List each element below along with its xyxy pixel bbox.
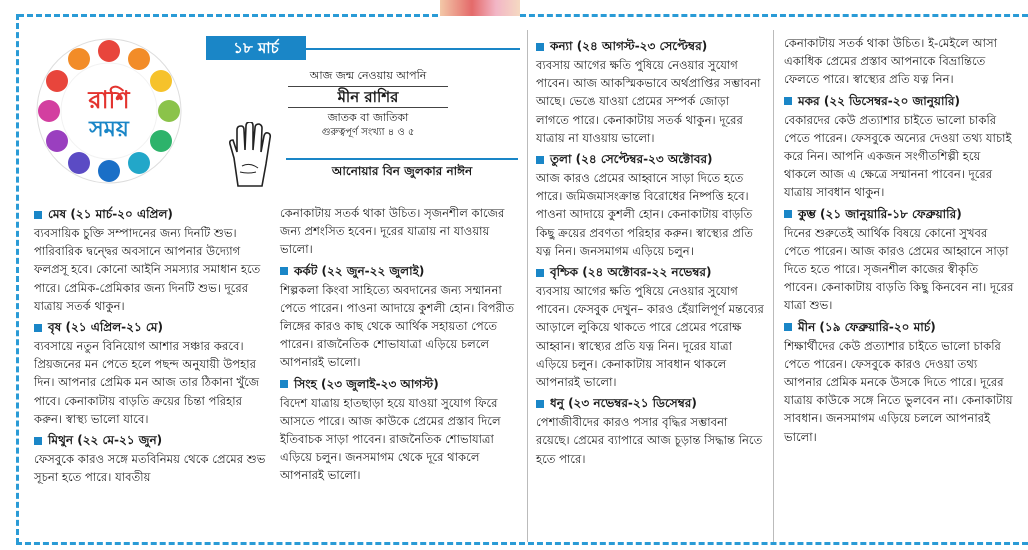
lucky-numbers: গুরুত্বপূর্ণ সংখ্যা ৪ ও ৫ (321, 127, 415, 138)
logo-word-top: রাশি (88, 86, 130, 114)
sign-text-kumbha: দিনের শুরুতেই আর্থিক বিষয়ে কোনো সুখবর পেতে পারেন। আজ কারও প্রেমের আহ্বানে সাড়া দিতে হতে পারে। সৃজনশীল কাজের স্বীকৃতি পাবেন। কেনাকাটায় বাড়তি কিছু কিনবেন না। দূরের যাত্রা শুভ। (784, 225, 1014, 313)
sign-heading-tula (536, 150, 764, 169)
dashed-frame-left (16, 14, 19, 544)
dashed-frame-top (18, 14, 438, 17)
sign-text-mithun: ফেসবুকে কারও সঙ্গে মতবিনিময় থেকে প্রেমের শুভ সূচনা হতে পারে। যাবতীয় (34, 452, 266, 485)
bullet-square-icon (536, 269, 544, 277)
bullet-square-icon (280, 267, 288, 275)
sign-name: মীন রাশির (288, 86, 448, 108)
sign-heading-meen (784, 318, 1014, 337)
column-3 (536, 34, 764, 468)
sign-heading-text: বৃশ্চিক (২৪ অক্টোবর-২২ নভেম্বর) (550, 265, 712, 280)
sign-heading-dhanu (536, 394, 764, 413)
author-byline: আনোয়ার বিন জুলকার নাঈন (286, 158, 518, 182)
sign-heading-kumbha (784, 205, 1014, 224)
sign-heading-text: কন্যা (২৪ আগস্ট-২৩ সেপ্টেম্বর) (550, 39, 708, 53)
sign-text-meen: শিক্ষার্থীদের কেউ প্রত্যাশার চাইতে ভালো চাকরি পেতে পারেন। ফেসবুকে কারও দেওয়া তথ্য আপনার প্রেমিক মনকে উসকে দিতে পারে। দূরের যাত্রায় কাউকে সঙ্গে নিতে ভুলবেন না। কেনাকাটায় সাবধান। জনসমাগম এড়িয়ে চললে আপনারই ভালো। (784, 338, 1013, 444)
sign-text-karkat: শিল্পকলা কিংবা সাহিত্যে অবদানের জন্য সম্মাননা পেতে পারেন। পাওনা আদায়ে কুশলী হোন। বিপরীত লিঙ্গের কারও কাছ থেকে আর্থিক সহায়তা পেতে পারেন। রাজনৈতিক শোভাযাত্রা এড়িয়ে চললে আপনারই ভালো। (280, 282, 515, 370)
sign-heading-mesh (34, 205, 270, 224)
column-divider (773, 30, 774, 542)
column-4 (784, 34, 1014, 446)
bullet-square-icon (280, 380, 288, 388)
column-divider (527, 30, 528, 542)
sign-heading-brishchik (536, 263, 764, 282)
dashed-frame-bottom (16, 542, 1028, 545)
sign-text-brish: ব্যবসায়ে নতুন বিনিয়োগ আশার সঞ্চার করবে। প্রিয়জনের মন পেতে হলে পছন্দ অনুযায়ী উপহার দিন। আপনার প্রেমিক মন আজ তার ঠিকানা খুঁজে পাবে। কেনাকাটায় বাড়তি ক্রয়ের চিন্তা পরিহার করুন। স্বাস্থ্য ভালো যাবে। (34, 339, 260, 426)
sign-text-singha: বিদেশ যাত্রায় হাতছাড়া হয়ে যাওয়া সুযোগ ফিরে আসতে পারে। আজ কাউকে প্রেমের প্রস্তাব দিলে ইতিবাচক সাড়া পাবেন। রাজনৈতিক শোভাযাত্রা এড়িয়ে চলুন। জনসমাগম থেকে দূরে থাকলে আপনারই ভালো। (280, 395, 501, 483)
sign-heading-text: মীন (১৯ ফেব্রুয়ারি-২০ মার্চ) (798, 319, 936, 334)
bullet-square-icon (34, 324, 42, 332)
jatok-line: জাতক বা জাতিকা (327, 111, 409, 124)
sign-heading-singha (280, 375, 518, 394)
dashed-frame-top-right (520, 14, 1028, 17)
bullet-square-icon (784, 323, 792, 331)
date-rule (306, 48, 520, 50)
header-card (24, 30, 524, 192)
sign-text-mithun-continued: কেনাকাটায় সতর্ক থাকা উচিত। সৃজনশীল কাজের জন্য প্রশংসিত হবেন। দূরের যাত্রায় না যাওয়ায় ভালো। (280, 206, 505, 257)
sign-heading-makar (784, 92, 1014, 111)
sign-heading-text: সিংহ (২৩ জুলাই-২৩ আগস্ট) (294, 376, 439, 391)
sign-heading-mithun (34, 431, 270, 450)
bullet-square-icon (34, 437, 42, 445)
bullet-square-icon (784, 97, 792, 105)
top-photo-strip (440, 0, 520, 16)
sign-text-dhanu-continued: কেনাকাটায় সতর্ক থাকা উচিত। ই-মেইলে আসা একাধিক প্রেমের প্রস্তাব আপনাকে বিভ্রান্তিতে ফেলতে পারে। স্বাস্থ্যের প্রতি যত্ন নিন। (784, 36, 997, 87)
column-1 (34, 202, 270, 486)
sign-heading-text: ধনু (২৩ নভেম্বর-২১ ডিসেম্বর) (550, 396, 697, 411)
sign-heading-text: তুলা (২৪ সেপ্টেম্বর-২৩ অক্টোবর) (550, 152, 713, 167)
bullet-square-icon (536, 43, 544, 51)
sign-heading-kanya (536, 37, 764, 56)
bullet-square-icon (536, 156, 544, 164)
sign-heading-karkat (280, 262, 518, 281)
sign-heading-text: বৃষ (২১ এপ্রিল-২১ মে) (48, 320, 163, 335)
bullet-square-icon (784, 210, 792, 218)
bullet-square-icon (536, 400, 544, 408)
sign-text-makar: বেকারদের কেউ প্রত্যাশার চাইতে ভালো চাকরি পেতে পারেন। ফেসবুকে অন্যের দেওয়া তথ্য যাচাই করে নিন। আপনি একজন সংগীতশিল্পী হয়ে থাকলে আজ এ ক্ষেত্রে সম্মাননা পাবেন। দূরের যাত্রায় সাবধান থাকুন। (784, 112, 1012, 200)
sign-text-tula: আজ কারও প্রেমের আহ্বানে সাড়া দিতে হতে পারে। জমিজমাসংক্রান্ত বিরোধের নিষ্পত্তি হবে। পাওনা আদায়ে কুশলী হোন। কেনাকাটায় বাড়তি কিছু ক্রয়ের প্রবণতা পরিহার করুন। স্বাস্থ্যের প্রতি যত্ন নিন। জনসমাগম এড়িয়ে চলুন। (536, 171, 753, 258)
date-banner: ১৮ মার্চ (206, 36, 306, 60)
sign-text-mesh: ব্যবসায়িক চুক্তি সম্পাদনের জন্য দিনটি শুভ। পারিবারিক দ্বন্দ্বের অবসানে আপনার উদ্যোগ ফলপ্রসূ হবে। কোনো আইনি সমস্যার সমাধান হতে পারে। প্রেমিক-প্রেমিকার জন্য দিনটি শুভ। দূরের যাত্রায় সতর্ক থাকুন। (34, 226, 261, 313)
intro-line: আজ জন্ম নেওয়ায় আপনি (309, 69, 427, 82)
sign-text-brishchik: ব্যবসায় আগের ক্ষতি পুষিয়ে নেওয়ার সুযোগ পাবেন। ফেসবুক দেখুন– কারও হেঁয়ালিপূর্ণ মন্তব্যের আড়ালে লুকিয়ে থাকতে পারে প্রেমের পরোক্ষ আহ্বান। স্বাস্থ্যের প্রতি যত্ন নিন। দূরের যাত্রা এড়িয়ে চলুন। কেনাকাটায় সাবধান থাকলে আপনারই ভালো। (536, 284, 764, 390)
sign-heading-text: মিথুন (২২ মে-২১ জুন) (48, 433, 163, 448)
sign-heading-text: মেষ (২১ মার্চ-২০ এপ্রিল) (48, 207, 173, 221)
sign-heading-text: কর্কট (২২ জুন-২২ জুলাই) (294, 263, 425, 278)
palm-hand-icon (224, 122, 278, 188)
logo-word-bottom: সময় (89, 117, 129, 142)
sign-heading-text: মকর (২২ ডিসেম্বর-২০ জানুয়ারি) (798, 93, 960, 108)
column-2 (280, 204, 518, 485)
sign-heading-text: কুম্ভ (২১ জানুয়ারি-১৮ ফেব্রুয়ারি) (798, 206, 962, 221)
birthday-sign-box (288, 68, 448, 140)
sign-text-dhanu: পেশাজীবীদের কারও পসার বৃদ্ধির সম্ভাবনা রয়েছে। প্রেমের ব্যাপারে আজ চূড়ান্ত সিদ্ধান্ত নিতে হতে পারে। (536, 415, 763, 466)
zodiac-wheel-logo (34, 36, 184, 186)
sign-text-kanya: ব্যবসায় আগের ক্ষতি পুষিয়ে নেওয়ার সুযোগ পাবেন। আজ আকস্মিকভাবে অর্থপ্রাপ্তির সম্ভাবনা আছে। ভেঙে যাওয়া প্রেমের সম্পর্ক জোড়া লাগতে পারে। কেনাকাটায় সতর্ক থাকুন। দূরের যাত্রায় না যাওয়ায় ভালো। (536, 58, 761, 145)
sign-heading-brish (34, 318, 270, 337)
bullet-square-icon (34, 211, 42, 219)
